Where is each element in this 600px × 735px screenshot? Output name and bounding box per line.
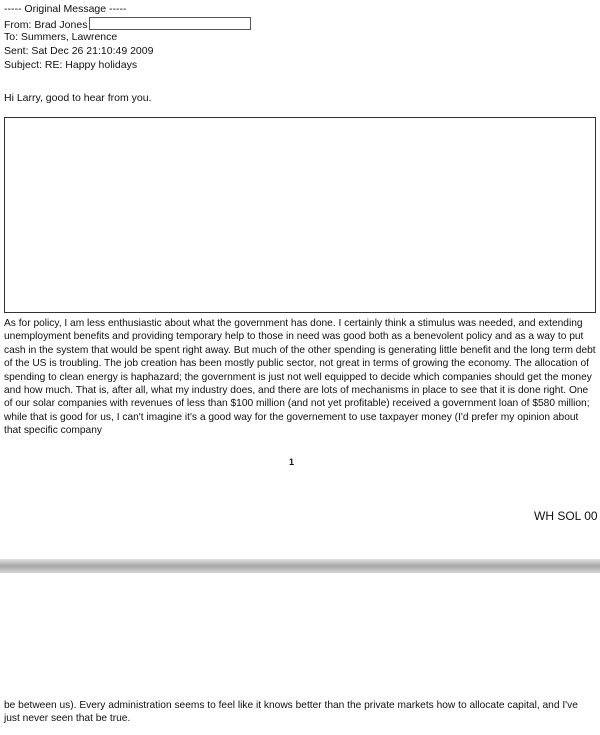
redacted-block xyxy=(4,117,596,313)
body-paragraph-2: be between us). Every administration seems to feel like it knows better than the private markets how to allocate capital, and I've just never seen that be true. xyxy=(4,700,578,725)
sent-line: Sent: Sat Dec 26 21:10:49 2009 xyxy=(4,45,154,57)
bates-stamp: WH SOL 00 xyxy=(534,509,598,523)
body-paragraph-1: As for policy, I am less enthusiastic about what the government has done. I certainly think a stimulus was needed, and extending unemployment benefits and providing temporary help to those in need was good both as a benevolent policy and as a way to put cash in the system that would be spent right away. But much of the other spending is generating little benefit and the long term debt of the US is troubling. The job creation has been mostly public sector, not great in terms of growing the economy. The allocation of spending to clean energy is haphazard; the government is just not well equipped to decide which companies should get the money and how much. That is, after all, what my industry does, and there are lots of mechanisms in place to see that it is done right. One of our solar companies with revenues of less than $100 million (and not yet profitable) received a government loan of $580 million; while that is good for us, I can't imagine it's a good way for the governement to use taxpayer money (I'd prefer my opinion about that specific company xyxy=(4,318,596,437)
greeting: Hi Larry, good to hear from you. xyxy=(4,92,152,104)
from-line xyxy=(4,17,251,32)
to-line: To: Summers, Lawrence xyxy=(4,31,118,43)
subject-line: Subject: RE: Happy holidays xyxy=(4,59,138,71)
page-separator xyxy=(0,559,600,573)
page-number: 1 xyxy=(289,457,295,467)
redacted-email-box xyxy=(89,17,251,30)
original-message-line: ----- Original Message ----- xyxy=(4,3,127,15)
from-text: From: Brad Jones xyxy=(4,19,88,31)
